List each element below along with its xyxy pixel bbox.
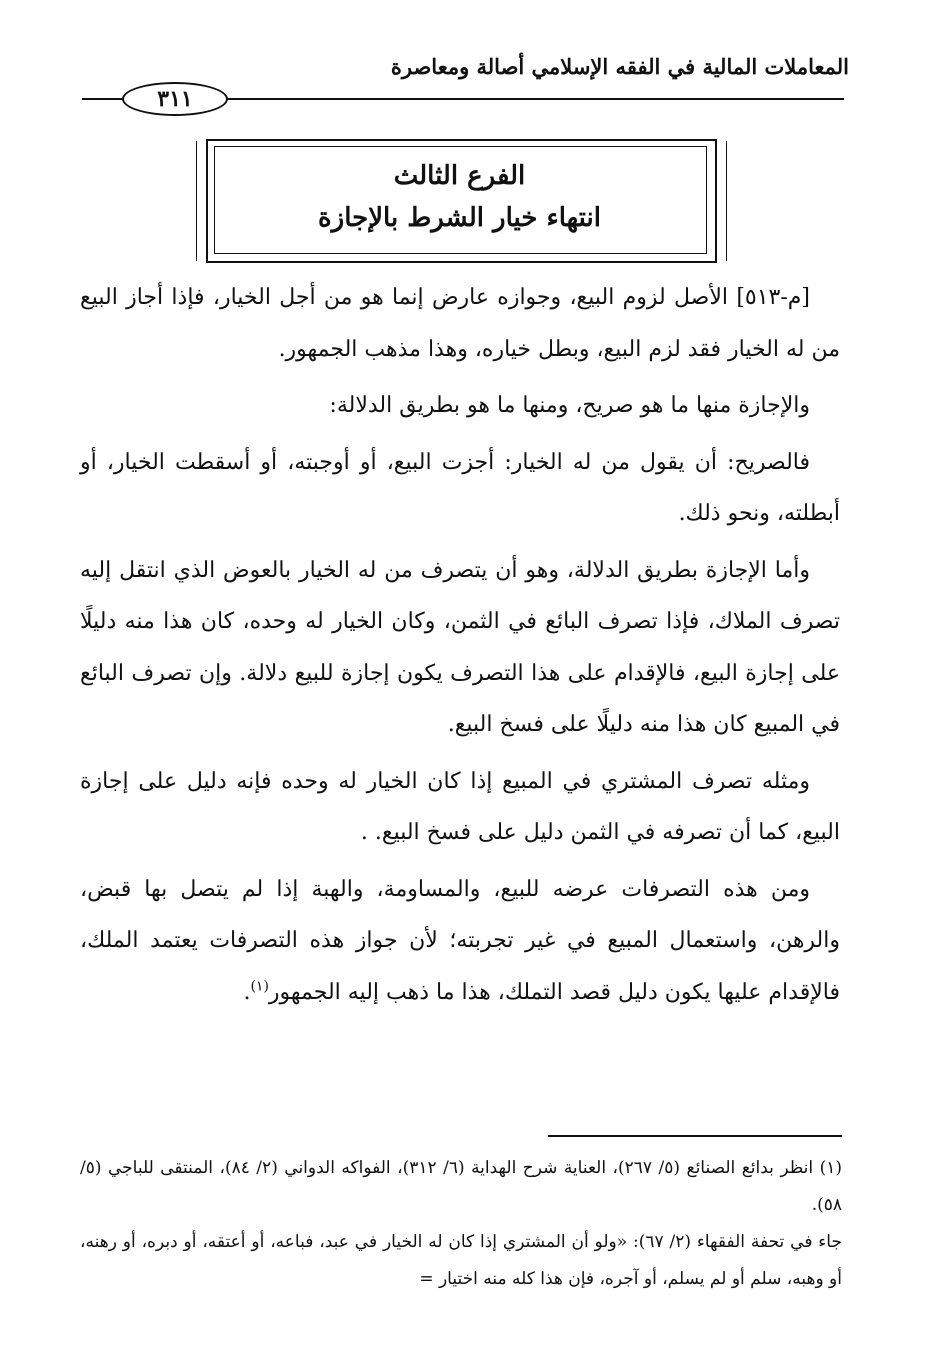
body-text xyxy=(80,272,840,1023)
footnotes xyxy=(80,1150,842,1298)
paragraph-last xyxy=(80,864,840,1019)
page-number: ٣١١ xyxy=(122,82,228,116)
paragraph: وأما الإجازة بطريق الدلالة، وهو أن يتصرف من له الخيار بالعوض الذي انتقل إليه تصرف الملاك، فإذا تصرف البائع في الثمن، وكان الخيار له وحده، كان هذا منه دليلًا على إجازة البيع، فالإقدام على هذا التصرف يكون إجازة للبيع دلالة. وإن تصرف البائع في المبيع كان هذا منه دليلًا على فسخ البيع. xyxy=(80,557,840,737)
section-title-line-1: الفرع الثالث xyxy=(393,161,526,191)
paragraph: فالصريح: أن يقول من له الخيار: أجزت البيع، أو أوجبته، أو أسقطت الخيار، أو أبطلته، ونحو ذلك. xyxy=(80,449,840,526)
footnote-reference[interactable]: (١) xyxy=(250,978,269,995)
paragraph: ومثله تصرف المشتري في المبيع إذا كان الخيار له وحده فإنه دليل على إجازة البيع، كما أن تصرفه في الثمن دليل على فسخ البيع. . xyxy=(80,768,840,845)
footnote-1: (١) انظر بدائع الصنائع (٥/ ٢٦٧)، العناية شرح الهداية (٦/ ٣١٢)، الفواكه الدواني (٢/ ٨٤)، المنتقى للباجي (٥/ ٥٨). xyxy=(80,1158,842,1215)
running-title: المعاملات المالية في الفقه الإسلامي أصالة ومعاصرة xyxy=(390,54,849,79)
paragraph: [م-٥١٣] الأصل لزوم البيع، وجوازه عارض إنما هو من أجل الخيار، فإذا أجاز البيع من له الخيار فقد لزم البيع، وبطل خياره، وهذا مذهب الجمهور. xyxy=(80,285,840,362)
paragraph-last-text: ومن هذه التصرفات عرضه للبيع، والمساومة، والهبة إذا لم يتصل بها قبض، والرهن، واستعمال المبيع في غير تجربته؛ لأن جواز هذه التصرفات يعتمد الملك، فالإقدام عليها يكون دليل قصد التملك، هذا ما ذهب إليه الجمهور xyxy=(80,876,840,1005)
paragraph-last-end: . xyxy=(243,979,251,1005)
footnote-rule xyxy=(548,1135,842,1137)
section-title-line-2: انتهاء خيار الشرط بالإجازة xyxy=(318,203,601,233)
footnote-1-continued: جاء في تحفة الفقهاء (٢/ ٦٧): «ولو أن المشتري إذا كان له الخيار في عبد، فباعه، أو أعتقه، أو دبره، أو رهنه، أو وهبه، سلم أو لم يسلم، أو آجره، فإن هذا كله منه اختيار = xyxy=(80,1232,842,1289)
paragraph: والإجازة منها ما هو صريح، ومنها ما هو بطريق الدلالة: xyxy=(329,393,810,418)
